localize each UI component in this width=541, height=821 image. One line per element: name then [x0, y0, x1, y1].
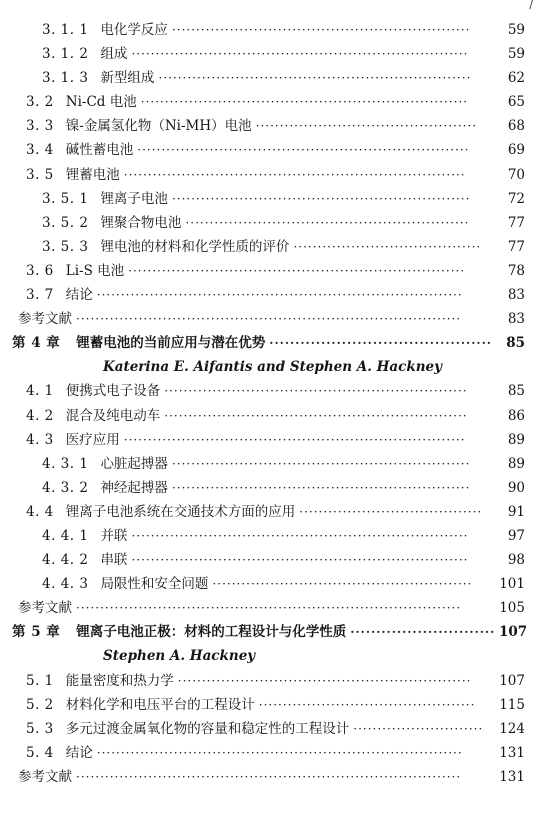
dot-leader: ······························································· — [164, 408, 468, 423]
toc-entry-title: 锂离子电池正极：材料的工程设计与化学性质 — [76, 624, 347, 641]
toc-entry-number: 5. 1 — [26, 672, 54, 689]
dot-leader: ···································································· — [140, 95, 469, 110]
toc-page-number: 107 — [499, 624, 528, 641]
toc-entry-title: 神经起搏器 — [100, 479, 168, 496]
toc-page-number: 90 — [507, 479, 525, 496]
toc-entry-title: 组成 — [100, 46, 128, 63]
dot-leader: ······················································ — [212, 577, 473, 592]
toc-page-number: 89 — [507, 455, 525, 472]
toc-entry[interactable] — [0, 114, 541, 138]
toc-entry[interactable] — [0, 163, 541, 187]
toc-entry-title: 并联 — [100, 527, 128, 544]
toc-page-number: 85 — [507, 383, 525, 400]
toc-entry[interactable] — [0, 693, 541, 717]
toc-entry[interactable] — [0, 235, 541, 259]
toc-page-number: 86 — [507, 407, 525, 424]
toc-entry-title: 新型组成 — [100, 70, 155, 87]
toc-page-number: 98 — [507, 552, 525, 569]
toc-page-number: 89 — [507, 431, 525, 448]
toc-page-number: 85 — [506, 335, 525, 352]
table-of-contents — [0, 18, 541, 789]
toc-page-number: 59 — [507, 46, 525, 63]
toc-entry-number: 第 4 章 — [12, 335, 61, 352]
toc-entry-title: 参考文献 — [18, 311, 72, 328]
toc-entry-number: 3. 6 — [26, 262, 54, 279]
toc-entry-number: 3. 1. 2 — [42, 46, 89, 63]
dot-leader: ································································· — [158, 71, 472, 86]
toc-entry-number: 4. 4. 3 — [42, 576, 89, 593]
dot-leader: ······································································ — [128, 263, 466, 278]
toc-entry-number: 4. 4. 1 — [42, 527, 89, 544]
toc-entry-title: 能量密度和热力学 — [65, 672, 174, 689]
dot-leader: ······································································ — [131, 553, 469, 568]
toc-entry[interactable] — [0, 524, 541, 548]
toc-chapter-entry[interactable] — [0, 620, 541, 644]
toc-entry-title: 心脏起搏器 — [100, 455, 168, 472]
toc-entry[interactable] — [0, 452, 541, 476]
dot-leader: ····························································· — [177, 673, 472, 688]
toc-entry-number: 3. 1. 1 — [42, 22, 89, 38]
dot-leader: ······································ — [299, 504, 483, 519]
dot-leader: ······························································ — [171, 480, 471, 495]
toc-entry[interactable] — [0, 500, 541, 524]
dot-leader: ················································································ — [76, 769, 462, 784]
toc-page-number: 77 — [507, 214, 525, 231]
toc-entry[interactable] — [0, 379, 541, 403]
toc-entry-title: 多元过渡金属氧化物的容量和稳定性的工程设计 — [65, 720, 350, 737]
toc-page-number: 83 — [507, 287, 525, 304]
toc-entry-title: 碱性蓄电池 — [65, 142, 134, 159]
dot-leader: ······································································ — [131, 528, 469, 543]
toc-entry-title: 锂蓄电池的当前应用与潜在优势 — [76, 335, 266, 352]
toc-page-number: 124 — [499, 720, 525, 737]
toc-entry-title: 锂聚合物电池 — [100, 214, 182, 231]
toc-entry[interactable] — [0, 42, 541, 66]
toc-page-number: 107 — [499, 672, 525, 689]
toc-entry[interactable] — [0, 307, 541, 331]
page-corner-mark: / — [529, 0, 533, 11]
toc-entry-number: 3. 5. 1 — [42, 190, 89, 207]
dot-leader: ····································································· — [137, 143, 470, 158]
dot-leader: ············································································ — [96, 745, 463, 760]
toc-entry-number: 4. 3 — [26, 431, 54, 448]
dot-leader: ················································································ — [76, 312, 462, 327]
toc-page-number: 115 — [499, 696, 525, 713]
toc-entry-number: 第 5 章 — [12, 624, 61, 641]
toc-page-number: 59 — [507, 22, 525, 38]
toc-entry-number: 3. 5. 3 — [42, 238, 89, 255]
toc-entry-title: 锂电池的材料和化学性质的评价 — [100, 238, 290, 255]
toc-entry-number: 4. 2 — [26, 407, 54, 424]
toc-entry[interactable] — [0, 90, 541, 114]
dot-leader: ······························································ — [171, 23, 471, 37]
dot-leader: ············································································ — [96, 288, 463, 303]
chapter-authors: Stephen A. Hackney — [103, 648, 256, 665]
dot-leader: ···························· — [350, 625, 496, 640]
toc-entry-number: 3. 5. 2 — [42, 214, 89, 231]
toc-entry-title: 串联 — [100, 552, 128, 569]
toc-entry[interactable] — [0, 741, 541, 765]
toc-page-number: 72 — [507, 190, 525, 207]
toc-entry-title: 镍-金属氢化物（Ni-MH）电池 — [65, 118, 252, 135]
toc-entry-title: 材料化学和电压平台的工程设计 — [65, 696, 255, 713]
toc-entry-title: 结论 — [65, 287, 93, 304]
toc-entry-number: 5. 4 — [26, 744, 54, 761]
toc-page-number: 131 — [499, 768, 525, 785]
toc-page-number: 77 — [507, 238, 525, 255]
toc-entry-title: 锂蓄电池 — [65, 166, 120, 183]
toc-entry-number: 3. 1. 3 — [42, 70, 89, 87]
dot-leader: ······································································· — [123, 167, 466, 182]
toc-entry[interactable] — [0, 717, 541, 741]
toc-entry-number: 4. 4 — [26, 503, 54, 520]
toc-entry[interactable] — [0, 404, 541, 428]
toc-entry-title: 参考文献 — [18, 768, 72, 785]
toc-page-number: 97 — [507, 527, 525, 544]
chapter-authors: Katerina E. Aifantis and Stephen A. Hackney — [103, 359, 442, 376]
toc-entry-number: 4. 1 — [26, 383, 54, 400]
toc-entry-number: 5. 2 — [26, 696, 54, 713]
toc-entry[interactable] — [0, 765, 541, 789]
toc-entry[interactable] — [0, 138, 541, 162]
toc-entry[interactable] — [0, 669, 541, 693]
dot-leader: ··························································· — [185, 215, 470, 230]
dot-leader: ······························································· — [164, 384, 468, 399]
dot-leader: ············································· — [258, 697, 476, 712]
toc-entry[interactable] — [0, 66, 541, 90]
dot-leader: ··········································· — [269, 336, 492, 351]
toc-entry-title: 结论 — [65, 744, 93, 761]
toc-entry-title: 医疗应用 — [65, 431, 120, 448]
toc-page-number: 68 — [507, 118, 525, 135]
toc-entry[interactable] — [0, 211, 541, 235]
toc-page-number: 91 — [507, 503, 525, 520]
toc-entry-title: 锂离子电池 — [100, 190, 168, 207]
dot-leader: ······································································ — [131, 47, 469, 62]
toc-page-number: 62 — [507, 70, 525, 87]
toc-entry-title: 锂离子电池系统在交通技术方面的应用 — [65, 503, 296, 520]
toc-page-number: 101 — [499, 576, 525, 593]
toc-entry-title: 参考文献 — [18, 600, 72, 617]
toc-entry-number: 3. 5 — [26, 166, 54, 183]
dot-leader: ······································································· — [123, 432, 466, 447]
toc-entry-title: Li-S 电池 — [65, 262, 125, 279]
toc-entry[interactable] — [0, 548, 541, 572]
toc-entry[interactable] — [0, 428, 541, 452]
toc-entry-number: 3. 7 — [26, 287, 54, 304]
toc-page-number: 65 — [507, 94, 525, 111]
toc-page-number: 78 — [507, 262, 525, 279]
toc-page-number: 131 — [499, 744, 525, 761]
toc-entry-title: 局限性和安全问题 — [100, 576, 209, 593]
dot-leader: ················································································ — [76, 601, 462, 616]
toc-entry[interactable] — [0, 596, 541, 620]
toc-entry[interactable] — [0, 18, 541, 42]
toc-entry-title: 混合及纯电动车 — [65, 407, 161, 424]
toc-entry-number: 4. 4. 2 — [42, 552, 89, 569]
toc-entry-title: Ni-Cd 电池 — [65, 94, 137, 111]
toc-entry[interactable] — [0, 476, 541, 500]
dot-leader: ·············································· — [255, 119, 478, 134]
dot-leader: ······································· — [293, 239, 482, 254]
toc-chapter-entry[interactable] — [0, 331, 541, 355]
toc-page-number: 105 — [499, 600, 525, 617]
toc-page-number: 83 — [507, 311, 525, 328]
toc-page-number: 69 — [507, 142, 525, 159]
toc-entry[interactable] — [0, 283, 541, 307]
dot-leader: ······························································ — [171, 191, 471, 206]
toc-entry-number: 5. 3 — [26, 720, 54, 737]
dot-leader: ··························· — [353, 721, 484, 736]
toc-entry-number: 3. 3 — [26, 118, 54, 135]
toc-entry-number: 4. 3. 1 — [42, 455, 89, 472]
toc-page-number: 70 — [507, 166, 525, 183]
toc-entry-number: 4. 3. 2 — [42, 479, 89, 496]
toc-entry-number: 3. 4 — [26, 142, 54, 159]
toc-entry[interactable] — [0, 259, 541, 283]
toc-entry[interactable] — [0, 572, 541, 596]
toc-entry-number: 3. 2 — [26, 94, 54, 111]
toc-entry-title: 便携式电子设备 — [65, 383, 161, 400]
toc-entry-title: 电化学反应 — [100, 22, 168, 38]
dot-leader: ······························································ — [171, 456, 471, 471]
toc-entry[interactable] — [0, 187, 541, 211]
